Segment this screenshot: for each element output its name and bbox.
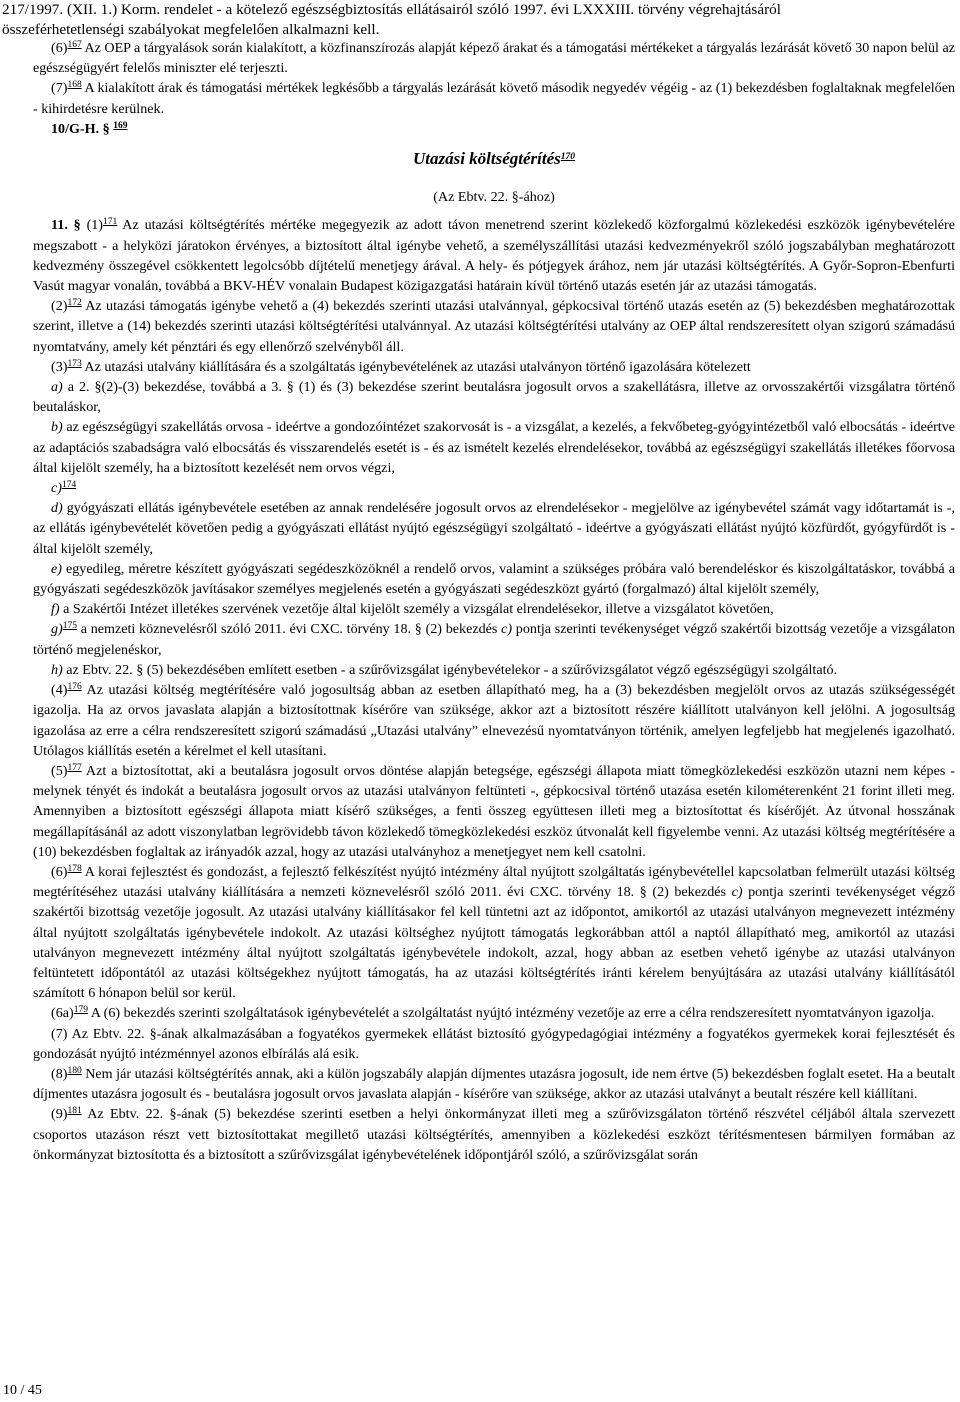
paragraph-7: $(7)^{168}$ A kialakított árak és támogatási mértékek legkésőbb a tárgyalás lezárását követő második negyedév végéig - az (1) bekezdésben foglaltaknak megfelelően - kihirdetésre kerülnek.	[33, 80, 955, 117]
page-number: 10 / 45	[3, 1383, 42, 1398]
paragraph-11-9: $(9)^{181}$ Az Ebtv. 22. §-ának (5) bekezdése szerinti esetben a helyi önkormányzat illeti meg a szűrővizsgálaton történő részvétel céljából általa szervezett csoportos utazáson részt vett biztosítottakat megillető utazási költségtérítés, amennyiben a közlekedési eszközt térítésmentesen bármilyen formában az önkormányzat biztosította és a biztosított a szűrővizsgálat igénybevételének időpontjáról szóló, a szűrővizsgálat során	[33, 1106, 955, 1163]
point-c: c)$^{174}$	[51, 480, 77, 497]
footnote-ref[interactable]: 168	[67, 80, 82, 91]
footnote-ref[interactable]: 178	[67, 863, 82, 874]
footnote-ref[interactable]: 179	[73, 1005, 88, 1016]
footnote-ref[interactable]: 172	[67, 298, 82, 309]
paragraph-11-5: $(5)^{177}$ Azt a biztosítottat, aki a beutalásra jogosult orvos döntése alapján betegsége, egészségi állapota miatt tömegközlekedési eszközön utazni nem képes - melynek tényét és indokát a beutalásra jogosult orvos az utazási utalványon feltünteti -, gépkocsival történő utazása esetén kilométerenként 21 forint illeti meg. Amennyiben a biztosított egészségi állapota miatt kísérő szükséges, a fenti összeg együttesen illeti meg a biztosítottat és kísérőjét. Az útvonal hosszának megállapításánál az adott viszonylatban legrövidebb távon közlekedő tömegközlekedési eszköz útvonalát kell figyelembe venni. Az utazási költség megtérítésére a (10) bekezdésben foglaltak az irányadók azzal, hogy az utazási utalványhoz a menetjegyet nem kell csatolni.	[33, 762, 955, 860]
paragraph-11-6: $(6)^{178}$ A korai fejlesztést és gondozást, a fejlesztő felkészítést nyújtó intézmény által nyújtott szolgáltatás igénybevétellel kapcsolatban felmerült utazási költség megtérítéséhez utazási utalvány kiállítására a nemzeti köznevelésről szóló 2011. évi CXC. törvény 18. § (2) bekezdés c) pontja szerinti tevékenységet végző szakértői bizottság vezetője jogosult. Az utazási utalvány kiállításakor fel kell tüntetni azt az időpontot, amikortól az utazási utalványon megnevezett intézmény által nyújtott szolgáltatás igénybevétele indokolt. Az utazási költséghez nyújtott támogatás legkorábban attól a naptól állapítható meg, amikortól az utazási utalványon megnevezett intézmény által nyújtott szolgáltatás igénybevétele indokolt, azzal, hogy abban az esetben vehető igénybe az utazási utalványon feltüntetett időpontától az utazási költségekhez nyújtott támogatás, ha az utazási költségtérítés iránti kérelem benyújtására az utazási utalvány kiállításától számított 6 hónapon belül sor kerül.	[33, 863, 955, 1002]
footnote-ref[interactable]: 175	[62, 621, 77, 632]
paragraph-11-7: (7) Az Ebtv. 22. §-ának alkalmazásában a fogyatékos gyermekek ellátást biztosító gyógypedagógiai intézmény a fogyatékos gyermekek korai fejlesztését és gondozását nyújtó intézménnyel azonos elbírálás alá esik.	[33, 1025, 955, 1062]
paragraph-6: $(6)^{167}$ Az OEP a tárgyalások során kialakított, a közfinanszírozás alapját képező árakat és a támogatási mértékeket a tárgyalás lezárását követő 30 napon belül az egészségügyért felelős miniszter elé terjeszti.	[33, 40, 955, 77]
paragraph-11-3: $(3)^{173}$ Az utazási utalvány kiállítására és a szolgáltatás igénybevételének az utazási utalványon történő igazolására kötelezett	[51, 358, 751, 375]
header-title: 217/1997. (XII. 1.) Korm. rendelet - a kötelező egészségbiztosítás ellátásairól szóló 1997. évi LXXXIII. törvény végrehajtásáról	[2, 1, 781, 18]
paragraph-11-8: $(8)^{180}$ Nem jár utazási költségtérítés annak, aki a külön jogszabály alapján díjmentes utazásra jogosult, ide nem értve (5) bekezdésben foglalt esetet. Ha a beutalt díjmentes utazásra jogosult és - beutalásra jogosult orvos javaslata alapján - kísérőre van szüksége, akkor az utazási utalványt a beutalt részére kell kiállítani.	[33, 1065, 955, 1103]
section-subtitle: (Az Ebtv. 22. §-ához)	[433, 189, 555, 206]
point-e: e) egyedileg, méretre készített gyógyászati segédeszközöknél a rendelő orvos, valamint a szükséges próbára való berendeléskor és kiszolgáltatáskor, továbbá a gyógyászati segédeszközök javításakor személyes megjelenés esetén a gyógyászati segédeszközt gyártó (forgalmazó) által kijelölt személy,	[33, 560, 955, 598]
paragraph-11-1: 11. § $(1)^{171}$ Az utazási költségtérítés mértéke megegyezik az adott távon menetrend szerint közlekedő közforgalmú közlekedési eszközök igénybevételére megszabott - a helyközi járatokon érvényes, a biztosított által igénybe vehető, a személyszállítási utazási kedvezményekről szóló jogszabályban meghatározott kedvezmény összegével csökkentett legolcsóbb díjtételű menetjegy árával. A hely- és pótjegyek árához, nem jár utazási költségtérítés. A Győr-Sopron-Ebenfurti Vasút magyar vonalán, továbbá a BKV-HÉV vonalain Budapest közigazgatási határain kívül történő utazás esetén jár az utazási támogatás.	[33, 217, 955, 295]
point-g: g)$^{175}$ a nemzeti köznevelésről szóló 2011. évi CXC. törvény 18. § (2) bekezdés c) pontja szerinti tevékenységet végző szakértői bizottság vezetője a vizsgálaton történő megjelenéskor,	[33, 621, 956, 658]
point-b: b) az egészségügyi szakellátás orvosa - ideértve a gondozóintézet szakorvosát is - a vizsgálat, a kezelés, a fekvőbeteg-gyógyintézetből való elbocsátás - ideértve az adaptációs szabadságra való elbocsátás és visszarendelés esetét is - és az ismételt kezelés elrendelésekor, továbbá az egészségügyi szakellátás illetékes főorvosa által kijelölt személy, ha a biztosított kezelését nem orvos végzi,	[33, 419, 955, 476]
paragraph-11-4: $(4)^{176}$ Az utazási költség megtérítésére való jogosultság abban az esetben állapítható meg, ha a (3) bekezdésben megjelölt orvos az utazás szükségességét igazolja. Ha az orvos javaslata alapján a biztosítottnak kísérőre van szüksége, akkor azt a biztosított részére kiállított utalványon kell jelölni. A jogosultság igazolása az erre a célra rendszeresített szigorú számadású „Utazási utalvány” elnevezésű nyomtatványon történik, amelyen legfeljebb hat megjelenés igazolható. Utólagos kiállítás esetén a kérelmet el kell utasítani.	[33, 682, 955, 759]
footnote-ref[interactable]: 167	[67, 40, 82, 50]
footnote-ref[interactable]: 180	[67, 1065, 82, 1076]
footnote-ref[interactable]: 170	[560, 152, 576, 163]
footnote-ref[interactable]: 169	[113, 120, 128, 131]
header-continuation: összeférhetetlenségi szabályokat megfelelően alkalmazni kell.	[2, 21, 380, 38]
footnote-ref[interactable]: 171	[103, 217, 118, 228]
footnote-ref[interactable]: 177	[67, 762, 82, 773]
page-header	[2, 0, 952, 40]
point-d: d) gyógyászati ellátás igénybevétele esetében az annak rendelésére jogosult orvos az elrendelésekor - megjelölve az igénybevétel számát vagy időtartamát is -, az ellátás igénybevételét követően pedig a gyógyászati ellátást nyújtó egészségügyi szolgáltató - ideértve a gyógyászati ellátást nyújtó közfürdőt, gyógyfürdőt is - által kijelölt személy,	[33, 500, 955, 557]
point-h: h) az Ebtv. 22. § (5) bekezdésében említett esetben - a szűrővizsgálat igénybevételekor - a szűrővizsgálatot végző egészségügyi szolgáltató.	[51, 661, 838, 678]
footnote-ref[interactable]: 174	[61, 480, 77, 491]
footnote-ref[interactable]: 176	[67, 682, 82, 693]
footnote-ref[interactable]: 181	[67, 1106, 82, 1117]
section-heading: 10/G-H. § $^{169}$	[51, 120, 128, 137]
section-title: Utazási költségtérítés$^{170}$	[412, 149, 576, 169]
point-a: a) a 2. §(2)-(3) bekezdése, továbbá a 3. § (1) és (3) bekezdése szerint beutalásra jogosult orvos a szakellátásra, illetve az orvosszakértői vizsgálatra történő beutaláskor,	[33, 379, 955, 416]
paragraph-11-2: $(2)^{172}$ Az utazási támogatás igénybe vehető a (4) bekezdés szerinti utazási utalvánnyal, gépkocsival történő utazás esetén az (5) bekezdésben meghatározottak szerint, illetve a (14) bekezdés szerinti utazási költségtérítési utalvánnyal. Az utazási költségtérítési utalvány az OEP által rendszeresített olyan szigorú számadású nyomtatvány, amely két pénztári és egy ellenőrző szelvényből áll.	[33, 298, 955, 355]
point-f: f) a Szakértői Intézet illetékes szervének vezetője által kijelölt személy a vizsgálat elrendelésekor, illetve a vizsgálatot követően,	[51, 601, 774, 618]
footnote-ref[interactable]: 173	[67, 358, 82, 369]
document-body	[33, 38, 955, 1165]
paragraph-11-6a: $(6a)^{179}$ A (6) bekezdés szerinti szolgáltatások igénybevételét a szolgáltatást nyújtó intézmény vezetője az erre a célra rendszeresített nyomtatványon igazolja.	[51, 1005, 935, 1022]
